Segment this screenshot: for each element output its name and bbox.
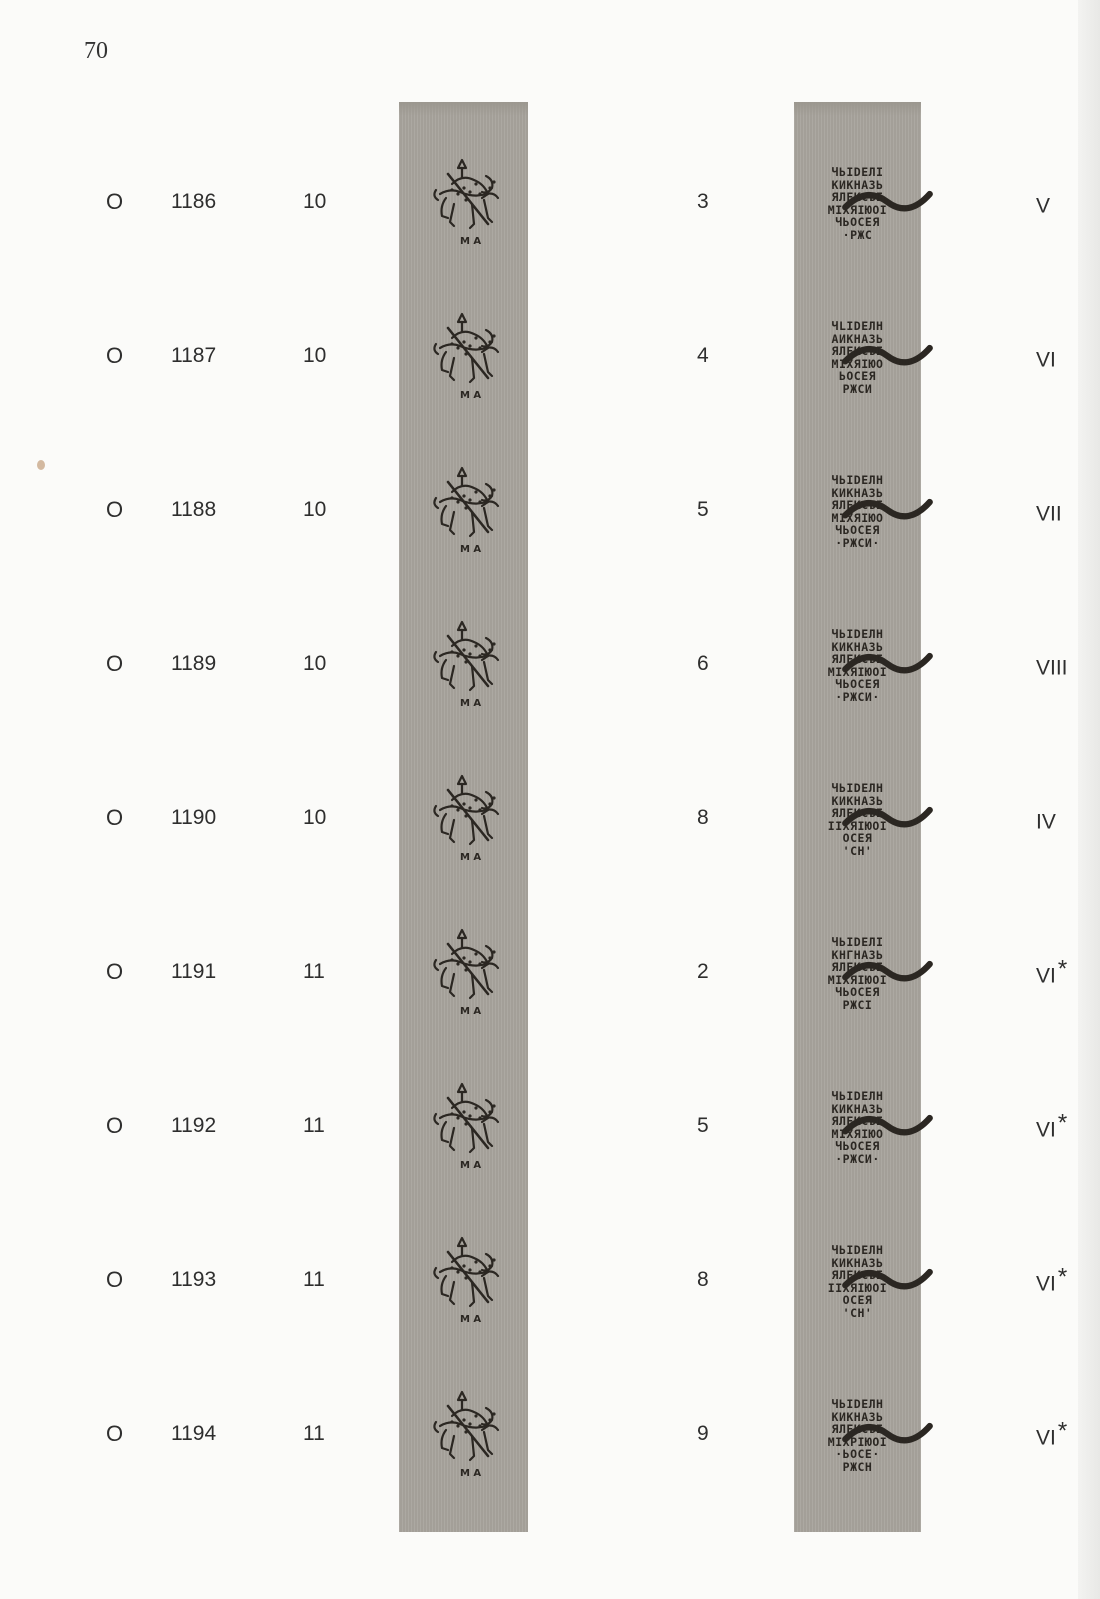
legend-line: ЯЛЕКСѢI [831, 1422, 884, 1436]
variant-numeral: V [1036, 194, 1051, 218]
row-mark: O [106, 1267, 124, 1292]
legend-line: ЧЬОСЕЯ [835, 985, 880, 999]
row-mark: O [106, 959, 124, 984]
reverse-image [810, 922, 905, 1022]
obverse-type: 10 [303, 344, 327, 367]
legend-line: 'СН' [842, 843, 873, 858]
svg-text:М А: М А [460, 852, 482, 863]
reverse-count: 8 [697, 806, 709, 829]
catalog-row [0, 1364, 1100, 1504]
horseman-icon [428, 1078, 508, 1174]
catalog-number: 1192 [171, 1114, 217, 1137]
variant-asterisk: * [1057, 955, 1068, 983]
catalog-row [0, 594, 1100, 734]
reverse-image [810, 1076, 905, 1176]
variant-label [1036, 1264, 1067, 1297]
legend-line: МIХЯIЮО [831, 1126, 884, 1141]
reverse-legend [810, 320, 905, 395]
obverse-image [428, 616, 508, 712]
variant-label [1036, 1418, 1067, 1451]
svg-text:М А: М А [460, 390, 482, 401]
legend-line: ·РЖСИ· [835, 535, 880, 550]
catalog-row [0, 132, 1100, 272]
legend-line: ·РЖСИ· [835, 689, 880, 704]
horseman-icon [428, 154, 508, 250]
catalog-number: 1191 [171, 960, 217, 983]
obverse-image [428, 462, 508, 558]
reverse-count: 3 [697, 190, 709, 213]
legend-line: ЧЬIDЕЛI [831, 165, 884, 179]
reverse-legend [810, 166, 905, 241]
variant-label [1036, 802, 1058, 835]
legend-line: МIХЯIЮОI [827, 972, 888, 987]
catalog-number: 1188 [171, 498, 217, 521]
variant-numeral: VI [1036, 1118, 1056, 1142]
reverse-image [810, 152, 905, 252]
legend-line: КИКНАЗЬ [831, 639, 884, 654]
legend-line: ЧЬОСЕЯ [835, 523, 880, 537]
variant-numeral: VI [1036, 964, 1056, 988]
row-mark: O [106, 343, 124, 368]
catalog-row [0, 748, 1100, 888]
catalog-row [0, 1056, 1100, 1196]
reverse-image [810, 1230, 905, 1330]
legend-line: IIХЯIЮОI [827, 818, 888, 833]
horseman-icon [428, 770, 508, 866]
legend-line: ЯЛЕКСѢI [831, 960, 884, 974]
legend-line: ·ЬОСЕ· [835, 1447, 880, 1461]
reverse-count: 2 [697, 960, 709, 983]
legend-line: ЧЬIDЕЛI [831, 935, 884, 949]
svg-text:М А: М А [460, 698, 482, 709]
variant-label [1036, 494, 1064, 527]
obverse-image [428, 1078, 508, 1174]
obverse-image [428, 1386, 508, 1482]
catalog-number: 1193 [171, 1268, 217, 1291]
reverse-count: 5 [697, 1114, 709, 1137]
legend-line: АИКНАЗЬ [831, 331, 884, 346]
row-mark: O [106, 1421, 124, 1446]
obverse-type: 11 [303, 1268, 325, 1291]
catalog-row [0, 440, 1100, 580]
obverse-image [428, 1232, 508, 1328]
variant-label [1036, 956, 1067, 989]
variant-numeral: VI [1036, 1272, 1056, 1296]
legend-line: ЧLIDЕЛН [831, 319, 884, 333]
legend-line: ОСЕЯ [842, 1293, 873, 1307]
legend-line: ЯЛЕКСѢI [831, 344, 884, 358]
reverse-legend [810, 474, 905, 549]
legend-line: КИКНАЗЬ [831, 485, 884, 500]
horseman-icon [428, 1232, 508, 1328]
obverse-type: 11 [303, 1422, 325, 1445]
horseman-icon [428, 462, 508, 558]
reverse-legend [810, 1090, 905, 1165]
reverse-image [810, 460, 905, 560]
catalog-row [0, 286, 1100, 426]
legend-line: ЧЬIDЕЛН [831, 1397, 884, 1411]
reverse-count: 5 [697, 498, 709, 521]
variant-numeral: VII [1036, 502, 1062, 526]
legend-line: РЖСI [842, 997, 873, 1012]
obverse-type: 10 [303, 498, 327, 521]
svg-text:М А: М А [460, 1314, 482, 1325]
legend-line: ЧЬIDЕЛН [831, 473, 884, 487]
reverse-legend [810, 628, 905, 703]
legend-line: ЧЬIDЕЛН [831, 781, 884, 795]
legend-line: ·РЖС [842, 227, 873, 242]
row-mark: O [106, 1113, 124, 1138]
catalog-number: 1186 [171, 190, 217, 213]
legend-line: МIХРIЮОI [827, 1434, 888, 1449]
catalog-number: 1189 [171, 652, 217, 675]
catalog-number: 1190 [171, 806, 217, 829]
reverse-image [810, 1384, 905, 1484]
legend-line: МIХЯIЮОI [827, 664, 888, 679]
variant-asterisk: * [1057, 1417, 1068, 1445]
row-mark: O [106, 189, 124, 214]
reverse-count: 9 [697, 1422, 709, 1445]
legend-line: МIХЯIЮОI [827, 202, 888, 217]
variant-numeral: VI [1036, 1426, 1056, 1450]
svg-text:М А: М А [460, 544, 482, 555]
legend-line: ·РЖСИ· [835, 1151, 880, 1166]
legend-line: ЧЬIDЕЛН [831, 1243, 884, 1257]
catalog-row [0, 902, 1100, 1042]
obverse-image [428, 308, 508, 404]
obverse-type: 10 [303, 652, 327, 675]
reverse-count: 6 [697, 652, 709, 675]
legend-line: ЯЛЕКСѢI [831, 806, 884, 820]
legend-line: ЬОСЕЯ [838, 369, 877, 383]
legend-line: ЯЛЕКСѢI [831, 652, 884, 666]
legend-line: ЯЛЕКСѢI [831, 1268, 884, 1282]
variant-numeral: VI [1036, 348, 1056, 372]
legend-line: ЧЬIDЕЛН [831, 1089, 884, 1103]
legend-line: КИКНАЗЬ [831, 1409, 884, 1424]
legend-line: РЖСИ [842, 381, 873, 396]
obverse-type: 11 [303, 960, 325, 983]
legend-line: ЧЬОСЕЯ [835, 677, 880, 691]
variant-label [1036, 340, 1058, 373]
variant-numeral: VIII [1036, 656, 1068, 680]
horseman-icon [428, 308, 508, 404]
legend-line: ЧЬОСЕЯ [835, 1139, 880, 1153]
reverse-count: 8 [697, 1268, 709, 1291]
horseman-icon [428, 616, 508, 712]
obverse-image [428, 770, 508, 866]
variant-asterisk: * [1057, 1263, 1068, 1291]
svg-text:М А: М А [460, 1160, 482, 1171]
reverse-count: 4 [697, 344, 709, 367]
catalog-row [0, 1210, 1100, 1350]
legend-line: КИКНАЗЬ [831, 793, 884, 808]
variant-numeral: IV [1036, 810, 1056, 834]
obverse-image [428, 154, 508, 250]
svg-text:М А: М А [460, 236, 482, 247]
row-mark: O [106, 805, 124, 830]
page-number: 70 [84, 38, 108, 64]
obverse-type: 11 [303, 1114, 325, 1137]
variant-label [1036, 186, 1052, 219]
legend-line: 'СН' [842, 1305, 873, 1320]
legend-line: КИКНАЗЬ [831, 177, 884, 192]
reverse-image [810, 306, 905, 406]
legend-line: ОСЕЯ [842, 831, 873, 845]
obverse-type: 10 [303, 806, 327, 829]
horseman-icon [428, 1386, 508, 1482]
legend-line: МIХЯIЮО [831, 356, 884, 371]
row-mark: O [106, 651, 124, 676]
variant-asterisk: * [1057, 1109, 1068, 1137]
reverse-image [810, 768, 905, 868]
legend-line: КИКНАЗЬ [831, 1255, 884, 1270]
variant-label [1036, 1110, 1067, 1143]
legend-line: МIХЯIЮО [831, 510, 884, 525]
legend-line: ЯЛЕКСѢI [831, 190, 884, 204]
legend-line: КНГНАЗЬ [831, 947, 884, 962]
obverse-image [428, 924, 508, 1020]
svg-text:М А: М А [460, 1468, 482, 1479]
legend-line: ЧЬОСЕЯ [835, 215, 880, 229]
svg-text:М А: М А [460, 1006, 482, 1017]
legend-line: IIХЯIЮОI [827, 1280, 888, 1295]
legend-line: ЧЬIDЕЛН [831, 627, 884, 641]
legend-line: ЯЛЕКСѢI [831, 498, 884, 512]
obverse-type: 10 [303, 190, 327, 213]
reverse-legend [810, 1398, 905, 1473]
reverse-legend [810, 1244, 905, 1319]
legend-line: ЯЛЕКСѢI [831, 1114, 884, 1128]
variant-label [1036, 648, 1070, 681]
row-mark: O [106, 497, 124, 522]
legend-line: РЖСН [842, 1459, 873, 1474]
catalog-number: 1187 [171, 344, 217, 367]
horseman-icon [428, 924, 508, 1020]
reverse-image [810, 614, 905, 714]
reverse-legend [810, 936, 905, 1011]
reverse-legend [810, 782, 905, 857]
catalog-number: 1194 [171, 1422, 217, 1445]
legend-line: КИКНАЗЬ [831, 1101, 884, 1116]
